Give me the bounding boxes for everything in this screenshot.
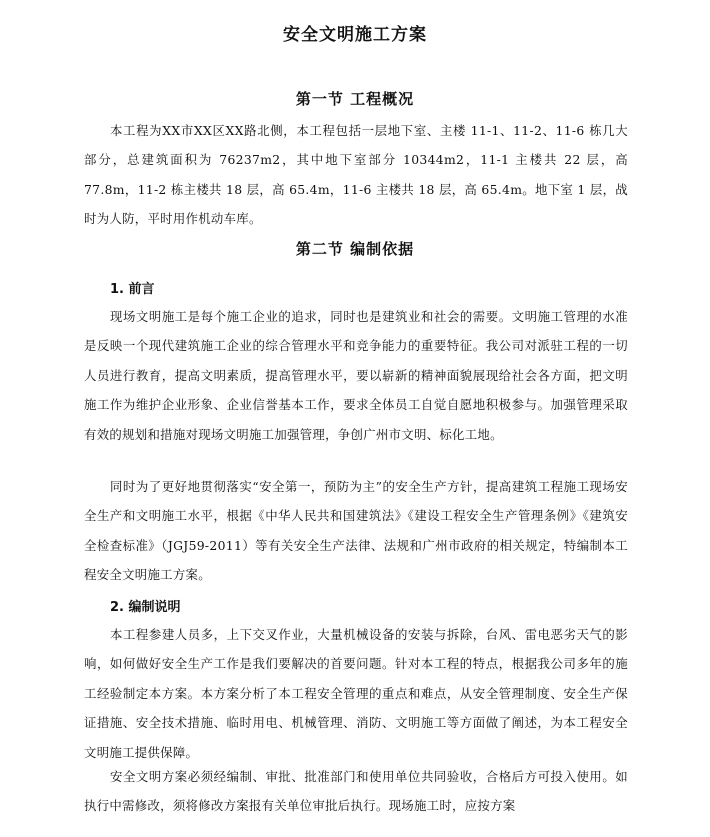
- subsection-2-paragraph-1: 本工程参建人员多，上下交叉作业，大量机械设备的安装与拆除，台风、雷电恶劣天气的影响，如何做好安全生产工作是我们要解决的首要问题。针对本工程的特点，根据我公司多年的施工经验制定本方案。本方案分析了本工程安全管理的重点和难点，从安全管理制度、安全生产保证措施、安全技术措施、临时用电、机械管理、消防、文明施工等方面做了阐述，为本工程安全文明施工提供保障。: [84, 627, 628, 760]
- section-1-heading: 第一节 工程概况: [295, 90, 415, 108]
- document-title: 安全文明施工方案: [283, 25, 427, 45]
- section-2-heading: 第二节 编制依据: [295, 240, 415, 258]
- subsection-1-paragraph-1: 现场文明施工是每个施工企业的追求，同时也是建筑业和社会的需要。文明施工管理的水准是反映一个现代建筑施工企业的综合管理水平和竞争能力的重要特征。我公司对派驻工程的一切人员进行教育，提高文明素质，提高管理水平，要以崭新的精神面貌展现给社会各方面，把文明施工作为维护企业形象、企业信誉基本工作，要求全体员工自觉自愿地积极参与。加强管理采取有效的规划和措施对现场文明施工加强管理，争创广州市文明、标化工地。: [84, 309, 628, 442]
- subsection-1-paragraph-2: 同时为了更好地贯彻落实“安全第一，预防为主”的安全生产方针，提高建筑工程施工现场安全生产和文明施工水平，根据《中华人民共和国建筑法》《建设工程安全生产管理条例》《建筑安全检查标准》（JGJ59-2011）等有关安全生产法律、法规和广州市政府的相关规定，特编制本工程安全文明施工方案。: [84, 479, 628, 583]
- subsection-2-heading: 2. 编制说明: [110, 600, 181, 615]
- section-1-paragraph: 本工程为XX市XX区XX路北侧，本工程包括一层地下室、主楼 11-1、11-2、11-6 栋几大部分，总建筑面积为 76237m2，其中地下室部分 10344m2，11-1 主楼共 22 层，高 77.8m，11-2 栋主楼共 18 层，高 65.4m，11-6 主楼共 18 层，高 65.4m。地下室 1 层，战时为人防，平时用作机动车库。: [84, 123, 628, 227]
- subsection-1-heading: 1. 前言: [110, 282, 155, 297]
- subsection-2-paragraph-2: 安全文明方案必须经编制、审批、批准部门和使用单位共同验收，合格后方可投入使用。如执行中需修改，须将修改方案报有关单位审批后执行。现场施工时，应按方案: [84, 769, 628, 814]
